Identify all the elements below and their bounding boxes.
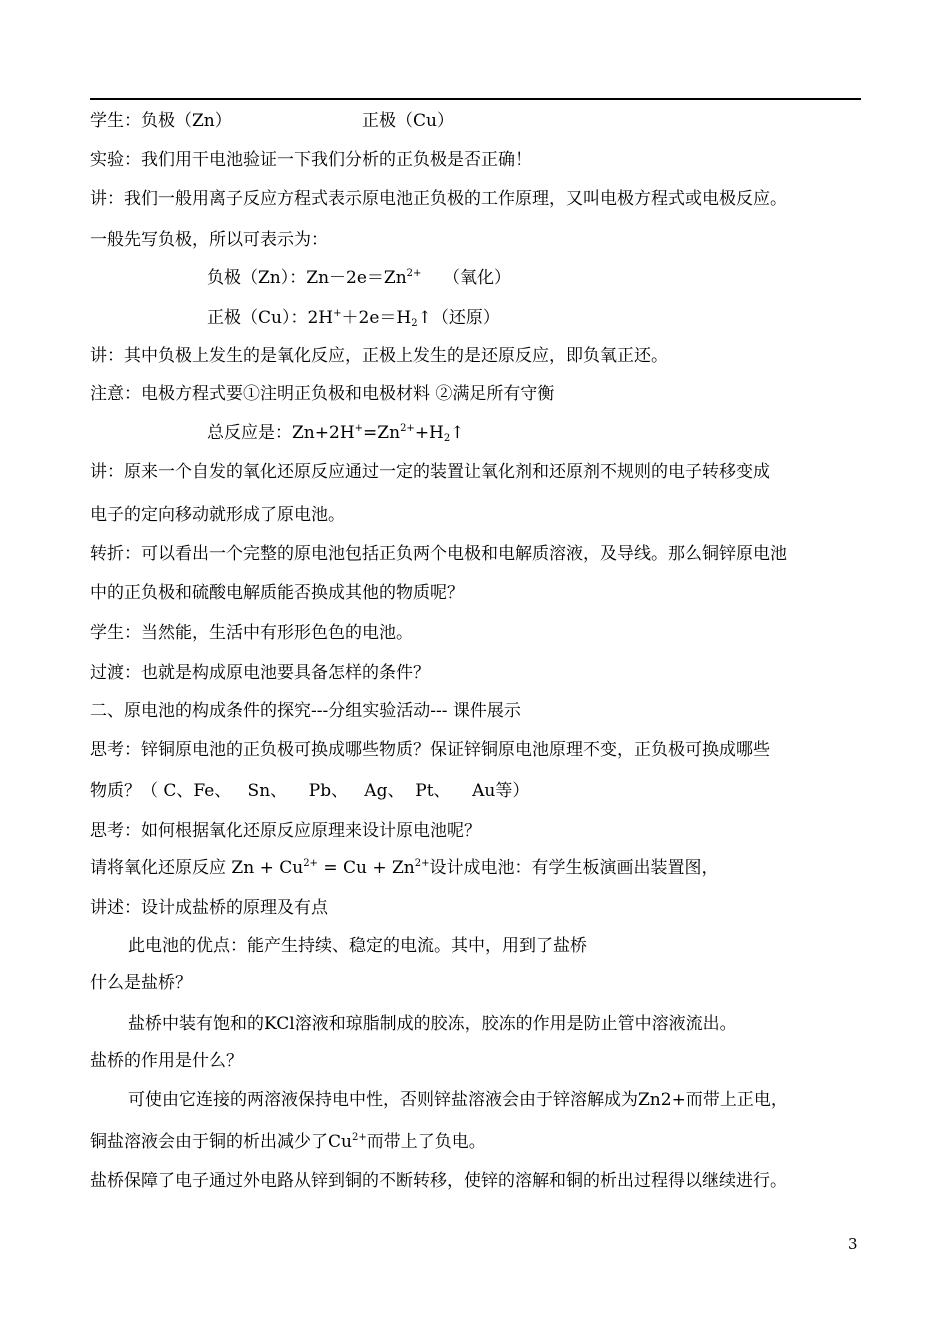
section-heading: 二、原电池的构成条件的探究---分组实验活动--- 课件展示 bbox=[90, 701, 521, 721]
line-student-answer: 学生：当然能，生活中有形形色色的电池。 bbox=[90, 623, 413, 643]
line-conclusion: 盐桥保障了电子通过外电路从锌到铜的不断转移，使锌的溶解和铜的析出过程得以继续进行。 bbox=[90, 1171, 787, 1191]
line-advantage: 此电池的优点：能产生持续、稳定的电流。其中，用到了盐桥 bbox=[128, 936, 587, 956]
line-design-task: 请将氧化还原反应 $Zn + Cu^{2+} = Cu + Zn^{2+}$设计成电池：有学生板演画出装置图， bbox=[90, 858, 719, 878]
line-salt-bridge-role: 盐桥的作用是什么？ bbox=[90, 1051, 243, 1071]
page-number: 3 bbox=[848, 1235, 858, 1253]
line-lecture-1: 讲：我们一般用离子反应方程式表示原电池正负极的工作原理，又叫电极方程式或电极反应。 bbox=[90, 189, 787, 209]
line-neutrality: 可使由它连接的两溶液保持电中性，否则锌盐溶液会由于锌溶解成为Zn2+而带上正电， bbox=[128, 1090, 788, 1110]
header-rule bbox=[90, 98, 861, 100]
line-lecture-3: 讲：原来一个自发的氧化还原反应通过一定的装置让氧化剂和还原剂不规则的电子转移变成 bbox=[90, 462, 770, 482]
line-what-salt-bridge: 什么是盐桥？ bbox=[90, 973, 192, 993]
line-student-positive: 正极（Cu） bbox=[362, 111, 454, 131]
equation-total: 总反应是：$Zn+2H^+=Zn^{2+}+H_2↑$ bbox=[207, 423, 465, 444]
line-copper-salt: 铜盐溶液会由于铜的析出减少了$Cu^{2+}$而带上了负电。 bbox=[90, 1132, 486, 1152]
line-transition-1: 转折：可以看出一个完整的原电池包括正负两个电极和电解质溶液，及导线。那么铜锌原电池 bbox=[90, 544, 787, 564]
line-transition-1-cont: 中的正负极和硫酸电解质能否换成其他的物质呢？ bbox=[90, 583, 464, 603]
line-explain: 讲述：设计成盐桥的原理及有点 bbox=[90, 898, 328, 918]
line-salt-bridge-content: 盐桥中装有饱和的KCl溶液和琼脂制成的胶冻，胶冻的作用是防止管中溶液流出。 bbox=[128, 1014, 737, 1034]
equation-negative: 负极（Zn）：$Zn-2e=Zn^{2+}$ （氧化） bbox=[207, 268, 512, 288]
line-lecture-3-cont: 电子的定向移动就形成了原电池。 bbox=[90, 505, 345, 525]
equation-positive: 正极（Cu）：$2H^++2e=H_2↑$（还原） bbox=[207, 308, 500, 329]
line-think-1: 思考：锌铜原电池的正负极可换成哪些物质？保证锌铜原电池原理不变，正负极可换成哪些 bbox=[90, 740, 770, 760]
line-lecture-2: 讲：其中负极上发生的是氧化反应，正极上发生的是还原反应，即负氧正还。 bbox=[90, 346, 668, 366]
line-transition-2: 过渡：也就是构成原电池要具备怎样的条件？ bbox=[90, 663, 430, 683]
line-note: 注意：电极方程式要①注明正负极和电极材料 ②满足所有守衡 bbox=[90, 384, 555, 404]
line-student-electrodes: 学生：负极（Zn） bbox=[90, 111, 232, 131]
line-think-1-cont: 物质？（ C、Fe、 Sn、 Pb、 Ag、 Pt、 Au等） bbox=[90, 781, 530, 801]
line-negative-first: 一般先写负极，所以可表示为： bbox=[90, 230, 328, 250]
line-experiment: 实验：我们用干电池验证一下我们分析的正负极是否正确！ bbox=[90, 150, 532, 170]
line-think-2: 思考：如何根据氧化还原反应原理来设计原电池呢？ bbox=[90, 821, 481, 841]
